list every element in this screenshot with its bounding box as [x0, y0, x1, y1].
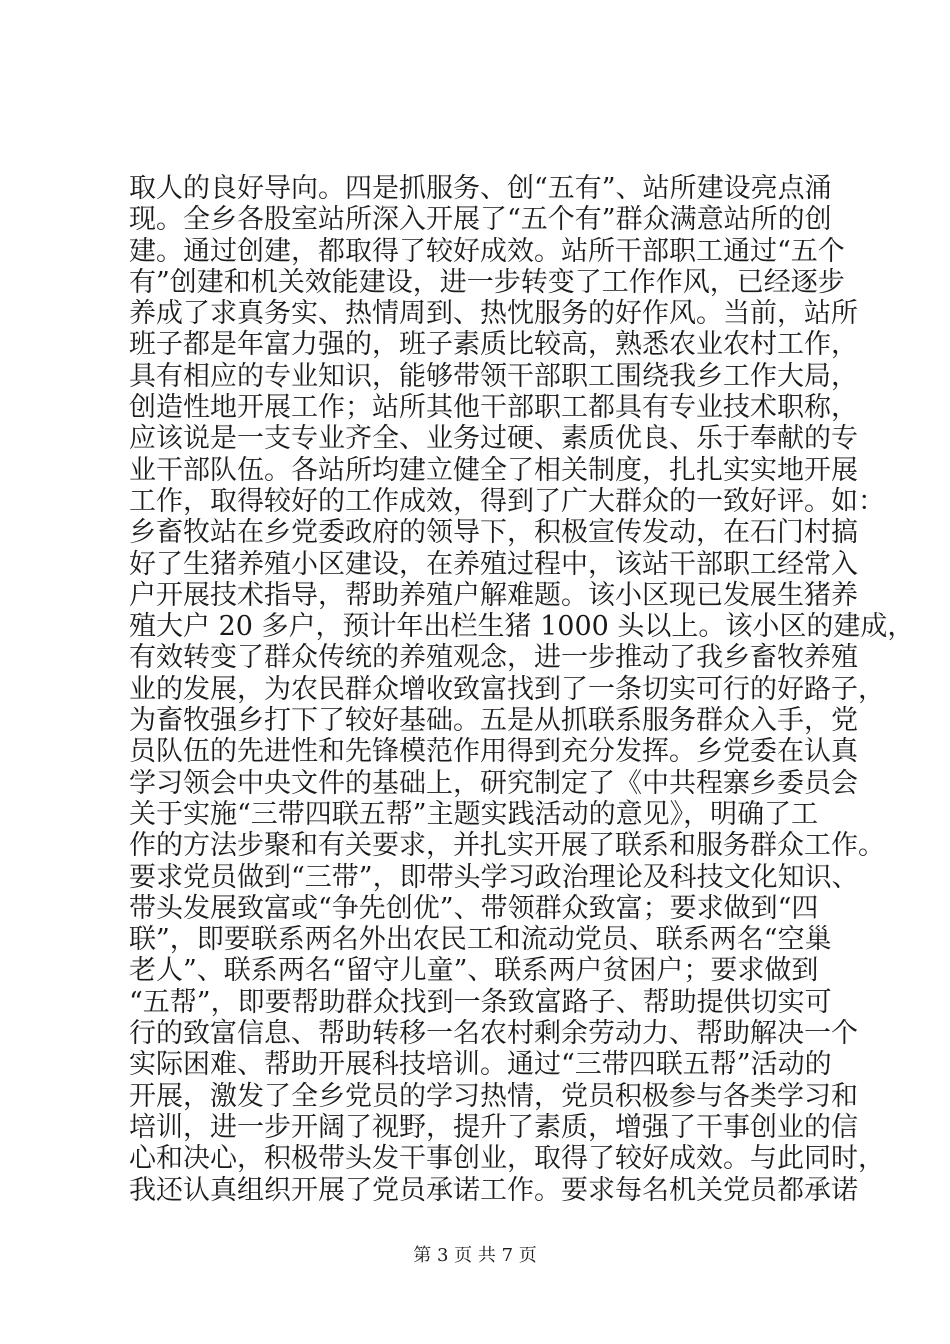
- text-line: 关于实施“三带四联五帮”主题实践活动的意见》，明确了工: [129, 798, 819, 830]
- text-line: 为畜牧强乡打下了较好基础。五是从抓联系服务群众入手，党: [129, 705, 858, 737]
- text-line: 殖大户 20 多户，预计年出栏生猪 1000 头以上。该小区的建成，: [129, 611, 915, 643]
- text-line: 业干部队伍。各站所均建立健全了相关制度，扎扎实实地开展: [129, 454, 858, 486]
- text-line: 有效转变了群众传统的养殖观念，进一步推动了我乡畜牧养殖: [129, 642, 858, 674]
- page-footer: 第 3 页 共 7 页: [413, 1245, 537, 1266]
- text-line: 具有相应的专业知识，能够带领干部职工围绕我乡工作大局，: [129, 360, 858, 392]
- text-line: 现。全乡各股室站所深入开展了“五个有”群众满意站所的创: [129, 204, 832, 236]
- text-line: 应该说是一支专业齐全、业务过硬、素质优良、乐于奉献的专: [129, 423, 858, 455]
- text-line: “五帮”，即要帮助群众找到一条致富路子、帮助提供切实可: [129, 986, 832, 1018]
- text-line: 员队伍的先进性和先锋模范作用得到充分发挥。乡党委在认真: [129, 736, 858, 768]
- text-line: 取人的良好导向。四是抓服务、创“五有”、站所建设亮点涌: [129, 173, 832, 204]
- text-line: 班子都是年富力强的，班子素质比较高，熟悉农业农村工作，: [129, 329, 858, 361]
- body-paragraph: [129, 173, 915, 1206]
- text-line: 联”，即要联系两名外出农民工和流动党员、联系两名“空巢: [129, 924, 832, 956]
- text-line: 行的致富信息、帮助转移一名农村剩余劳动力、帮助解决一个: [129, 1018, 858, 1050]
- text-line: 业的发展，为农民群众增收致富找到了一条切实可行的好路子，: [129, 673, 885, 705]
- text-line: 带头发展致富或“争先创优”、带领群众致富；要求做到“四: [129, 892, 819, 924]
- text-line: 实际困难、帮助开展科技培训。通过“三带四联五帮”活动的: [129, 1049, 832, 1081]
- text-line: 老人”、联系两名“留守儿童”、联系两户贫困户；要求做到: [129, 955, 819, 987]
- text-line: 心和决心，积极带头发干事创业，取得了较好成效。与此同时，: [129, 1143, 885, 1175]
- text-line: 要求党员做到“三带”，即带头学习政治理论及科技文化知识、: [129, 861, 859, 893]
- text-line: 乡畜牧站在乡党委政府的领导下，积极宣传发动，在石门村搞: [129, 517, 858, 549]
- text-line: 养成了求真务实、热情周到、热忱服务的好作风。当前，站所: [129, 298, 858, 330]
- text-line: 培训，进一步开阔了视野，提升了素质，增强了干事创业的信: [129, 1111, 858, 1143]
- text-line: 建。通过创建，都取得了较好成效。站所干部职工通过“五个: [129, 235, 845, 267]
- text-line: 学习领会中央文件的基础上，研究制定了《中共程寨乡委员会: [129, 767, 858, 799]
- text-line: 我还认真组织开展了党员承诺工作。要求每名机关党员都承诺: [129, 1174, 858, 1206]
- text-line: 创造性地开展工作；站所其他干部职工都具有专业技术职称，: [129, 392, 858, 424]
- text-line: 开展，激发了全乡党员的学习热情，党员积极参与各类学习和: [129, 1080, 858, 1112]
- text-line: 户开展技术指导，帮助养殖户解难题。该小区现已发展生猪养: [129, 579, 858, 611]
- text-line: 好了生猪养殖小区建设，在养殖过程中，该站干部职工经常入: [129, 548, 858, 580]
- text-line: 工作，取得较好的工作成效，得到了广大群众的一致好评。如：: [129, 485, 885, 517]
- text-line: 有”创建和机关效能建设，进一步转变了工作作风，已经逐步: [129, 266, 845, 298]
- text-line: 作的方法步聚和有关要求，并扎实开展了联系和服务群众工作。: [129, 830, 885, 862]
